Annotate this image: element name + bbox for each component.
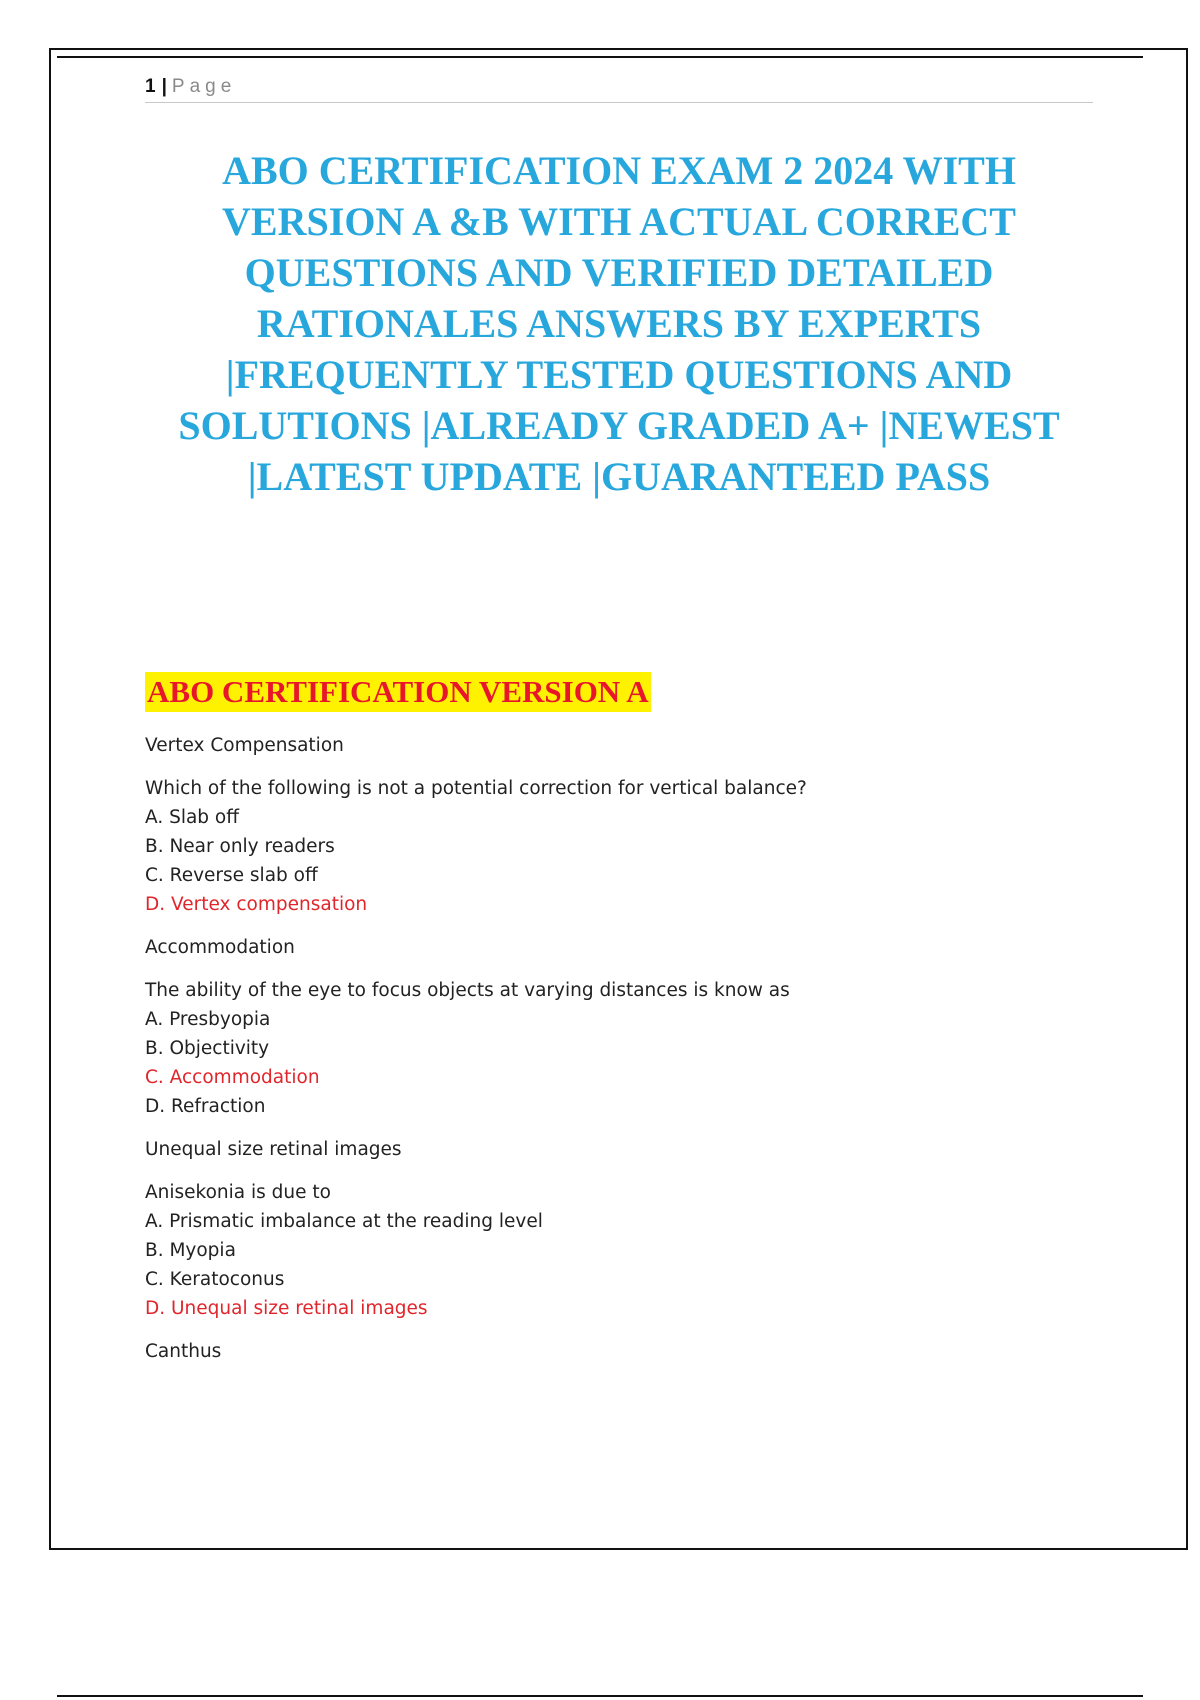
correct-answer-option: C. Accommodation xyxy=(145,1067,320,1088)
question-topic: Canthus xyxy=(145,1341,222,1362)
section-heading: ABO CERTIFICATION VERSION A xyxy=(145,672,651,712)
top-rule xyxy=(57,56,1143,58)
question-block xyxy=(145,731,1095,919)
answer-option: B. Objectivity xyxy=(145,1038,270,1059)
page-number: 1 xyxy=(145,76,156,97)
question-text: Anisekonia is due to xyxy=(145,1182,331,1203)
question-topic: Vertex Compensation xyxy=(145,735,344,756)
question-text: The ability of the eye to focus objects at varying distances is know as xyxy=(145,980,790,1001)
answer-option: B. Myopia xyxy=(145,1240,236,1261)
question-topic: Accommodation xyxy=(145,937,295,958)
question-list xyxy=(145,731,1095,1380)
answer-option: A. Prismatic imbalance at the reading level xyxy=(145,1211,543,1232)
bottom-rule xyxy=(57,1695,1143,1697)
correct-answer-option: D. Unequal size retinal images xyxy=(145,1298,428,1319)
answer-option: C. Reverse slab off xyxy=(145,865,318,886)
question-block xyxy=(145,933,1095,1121)
question-block xyxy=(145,1135,1095,1323)
document-title: ABO CERTIFICATION EXAM 2 2024 WITH VERSION A &B WITH ACTUAL CORRECT QUESTIONS AND VERIFIED DETAILED RATIONALES ANSWERS BY EXPERTS |FREQUENTLY TESTED QUESTIONS AND SOLUTIONS |ALREADY GRADED A+ |NEWEST |LATEST UPDATE |GUARANTEED PASS xyxy=(178,148,1060,499)
answer-option: A. Presbyopia xyxy=(145,1009,271,1030)
page-header xyxy=(145,74,1093,103)
answer-option: B. Near only readers xyxy=(145,836,335,857)
correct-answer-option: D. Vertex compensation xyxy=(145,894,368,915)
header-separator: | xyxy=(161,76,167,97)
answer-option: C. Keratoconus xyxy=(145,1269,285,1290)
question-topic: Unequal size retinal images xyxy=(145,1139,402,1160)
answer-option: A. Slab off xyxy=(145,807,239,828)
page-label: Page xyxy=(171,76,237,97)
question-text: Which of the following is not a potential correction for vertical balance? xyxy=(145,778,807,799)
answer-option: D. Refraction xyxy=(145,1096,266,1117)
